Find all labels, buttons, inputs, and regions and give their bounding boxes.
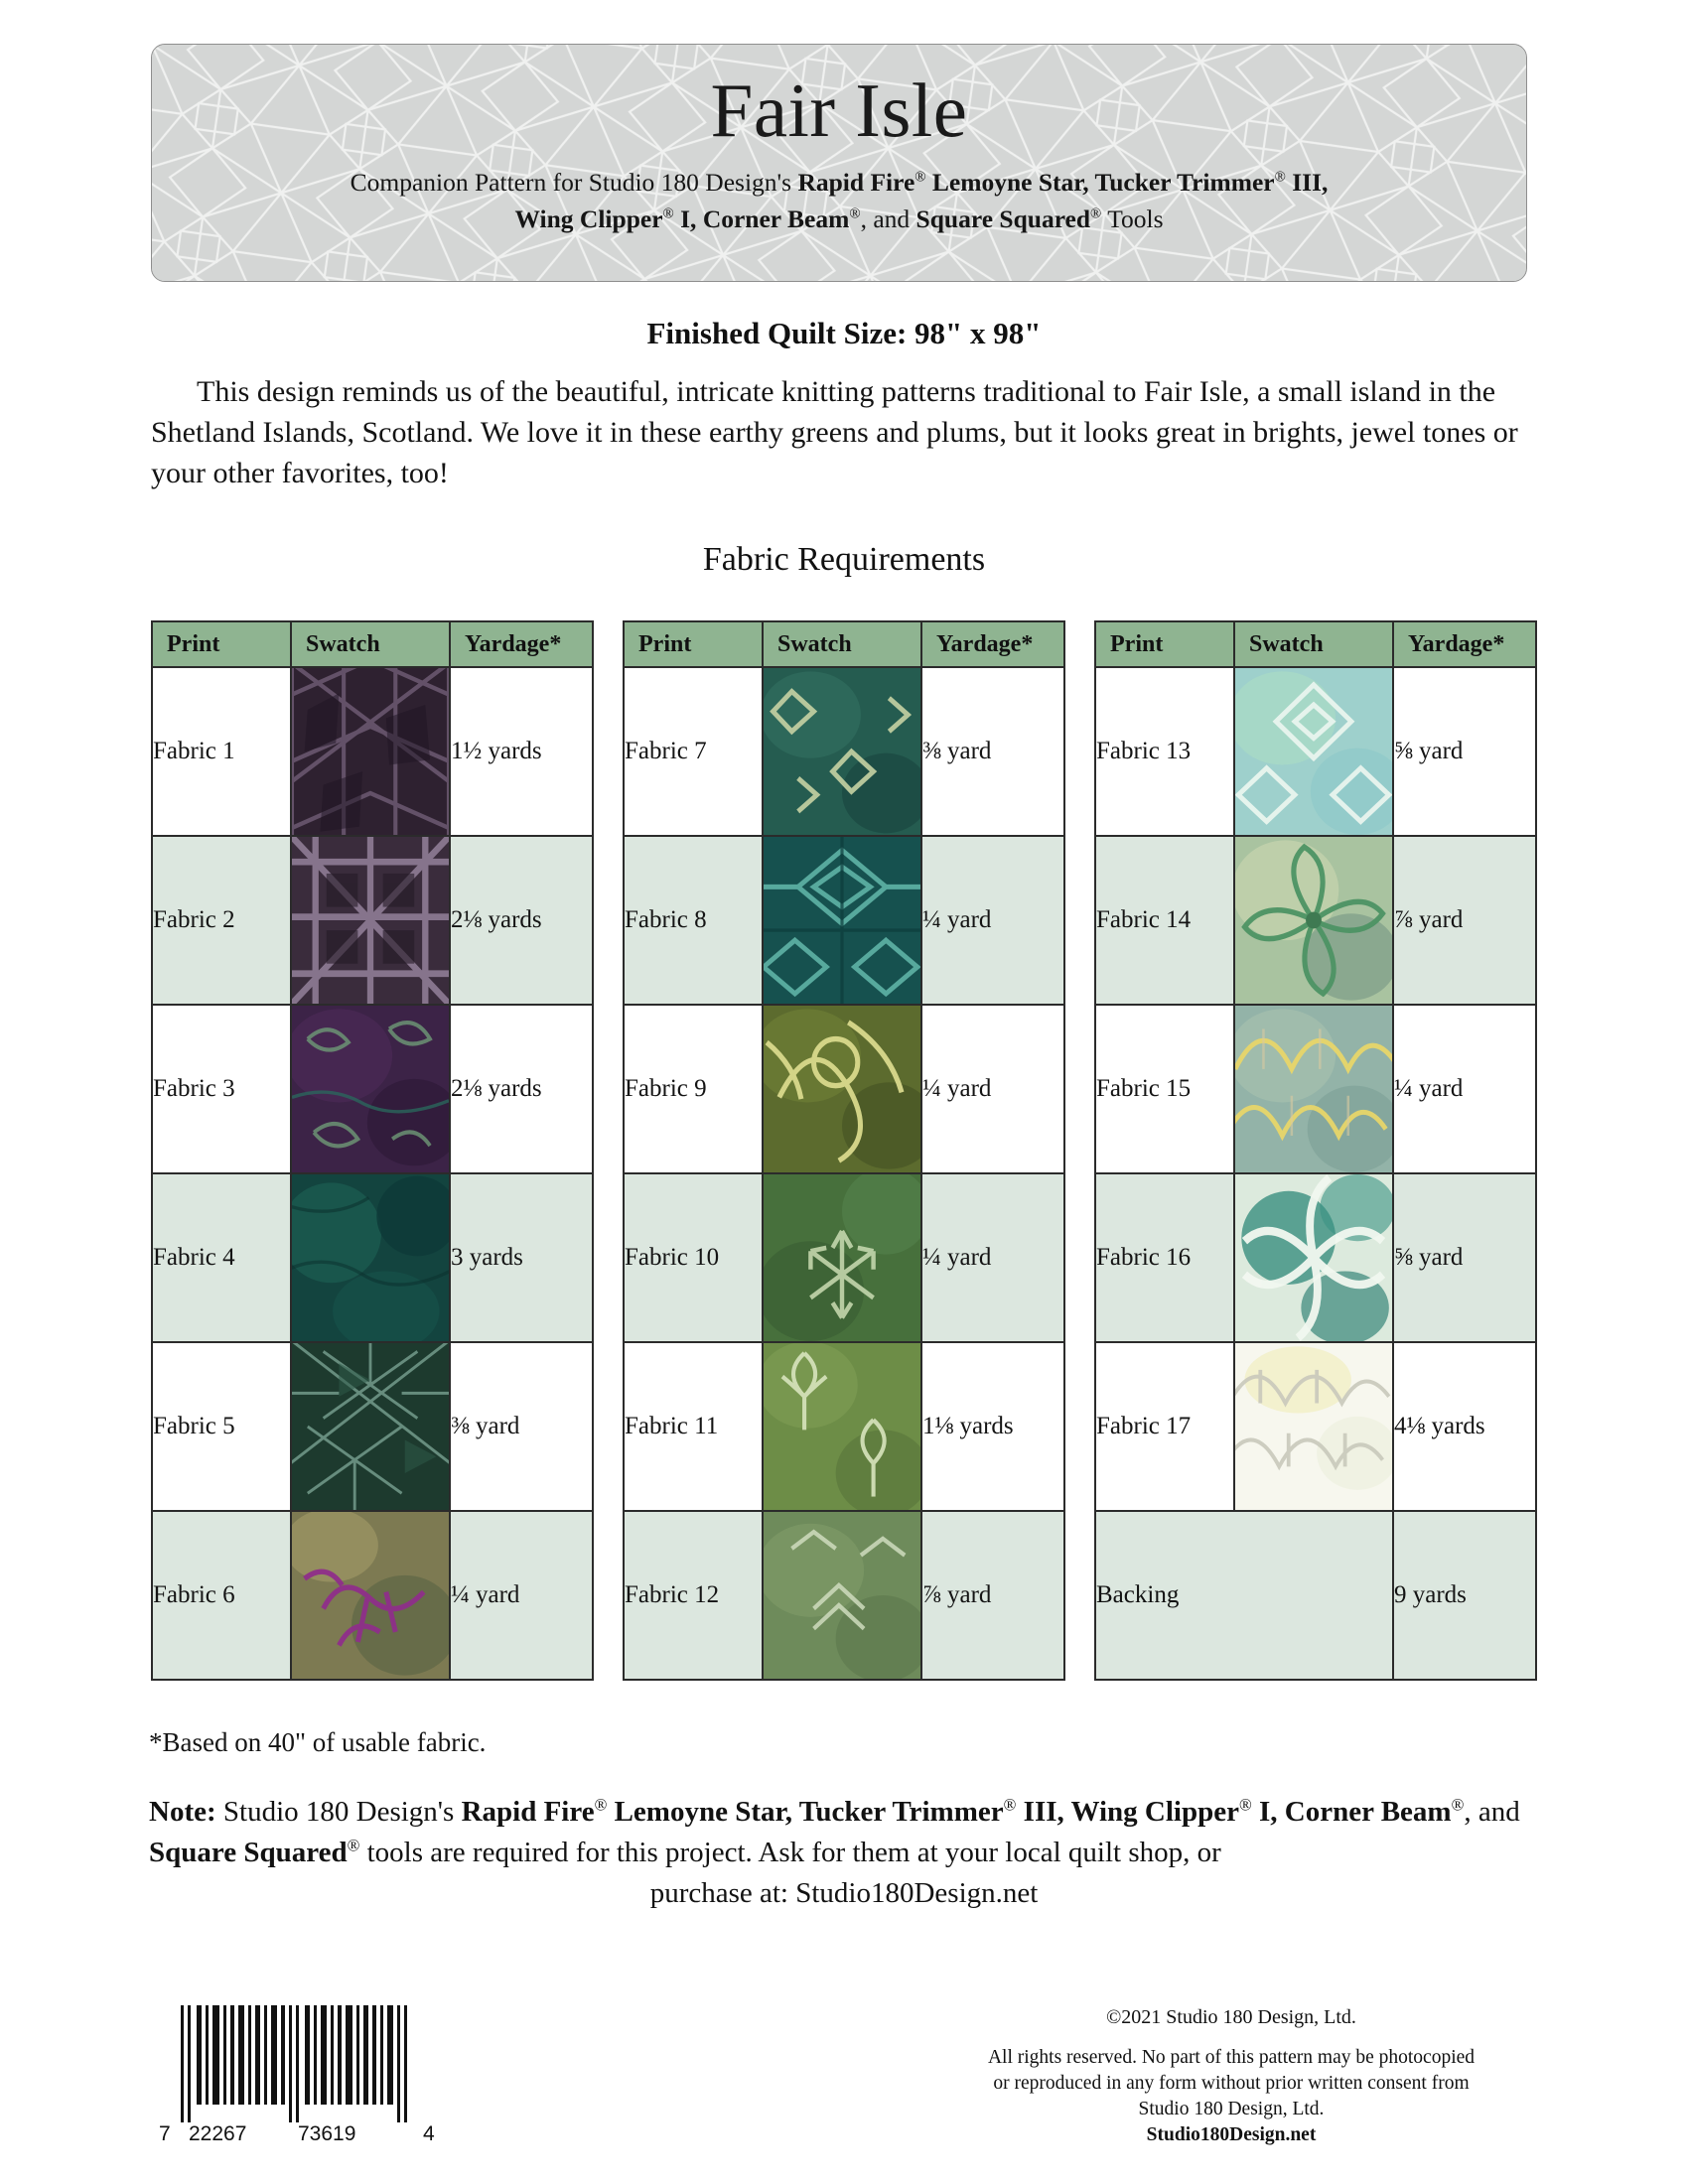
table-row [624,1005,1064,1173]
fabric-swatch-image [1235,837,1392,1004]
swatch-cell [291,667,450,836]
fabric-swatch-image [764,1512,920,1679]
table-row [152,1173,593,1342]
tool-tucker-trimmer-suffix: III, [1285,168,1329,197]
swatch-cell [763,1005,921,1173]
barcode-digit-group1: 22267 [189,2122,247,2145]
fabric-swatch-image [1235,668,1392,835]
yardage-value: ¼ yard [921,1005,1064,1173]
tool-rapid-fire-suffix: Lemoyne Star, [925,168,1095,197]
print-label: Fabric 17 [1095,1342,1234,1511]
column-header-yardage: Yardage* [921,621,1064,667]
yardage-value: 9 yards [1393,1511,1536,1680]
note-tool-square-squared: Square Squared [149,1837,348,1869]
yardage-value: 3 yards [450,1173,593,1342]
fabric-swatch-image [1235,1006,1392,1172]
tools-note [149,1792,1539,1915]
rights-line-2: or reproduced in any form without prior written consent from [993,2072,1470,2094]
table-row [152,1511,593,1680]
table-row [152,1342,593,1511]
registered-icon: ® [594,1795,608,1815]
table-row [1095,1005,1536,1173]
yardage-value: 1⅛ yards [921,1342,1064,1511]
copyright-line: ©2021 Studio 180 Design, Ltd. [1106,2006,1356,2028]
swatch-cell [1234,667,1393,836]
fabric-swatch-image [292,1006,449,1172]
yardage-value: 2⅛ yards [450,836,593,1005]
finished-quilt-size: Finished Quilt Size: 98" x 98" [646,316,1042,350]
table-row [152,836,593,1005]
swatch-cell [291,1005,450,1173]
print-label: Fabric 11 [624,1342,763,1511]
registered-icon: ® [1274,169,1286,186]
fabric-requirements-title: Fabric Requirements [702,541,986,578]
note-after1: Lemoyne Star, [607,1796,799,1828]
note-tool-tucker-trimmer: Tucker Trimmer [798,1796,1004,1828]
yardage-value: ¼ yard [921,836,1064,1005]
yardage-value: ¼ yard [1393,1005,1536,1173]
print-label: Fabric 6 [152,1511,291,1680]
swatch-cell [763,1511,921,1680]
rights-line-1: All rights reserved. No part of this pattern may be photocopied [987,2047,1476,2068]
fabric-swatch-image [764,1343,920,1510]
note-after2: III, [1016,1796,1071,1828]
tool-corner-beam: Corner Beam [702,204,850,233]
print-label: Fabric 16 [1095,1173,1234,1342]
print-label: Fabric 2 [152,836,291,1005]
swatch-cell [1234,1173,1393,1342]
fabric-swatch-image [764,837,920,1004]
table-row [624,1342,1064,1511]
yardage-value: ⅞ yard [921,1511,1064,1680]
banner-subtitle [152,165,1526,238]
print-label: Fabric 10 [624,1173,763,1342]
barcode-digit-group2: 73619 [298,2122,356,2145]
tool-wing-clipper-suffix: I, [673,204,703,233]
registered-icon: ® [1090,205,1102,222]
website-line: Studio180Design.net [1146,2123,1317,2145]
fabric-table-2 [623,620,1065,1681]
yardage-value: ⅞ yard [1393,836,1536,1005]
column-header-swatch: Swatch [763,621,921,667]
print-label: Fabric 8 [624,836,763,1005]
yardage-value: 2⅛ yards [450,1005,593,1173]
registered-icon: ® [662,205,674,222]
fabric-swatch-image [292,1343,449,1510]
table-row [1095,1342,1536,1511]
page-title: Fair Isle [710,68,968,153]
tool-square-squared: Square Squared [915,204,1091,233]
column-header-print: Print [152,621,291,667]
print-label: Fabric 1 [152,667,291,836]
registered-icon: ® [347,1836,360,1855]
print-label: Fabric 12 [624,1511,763,1680]
table-row [624,667,1064,836]
swatch-cell [763,1342,921,1511]
fabric-swatch-image [292,1512,449,1679]
column-header-yardage: Yardage* [1393,621,1536,667]
swatch-cell [291,1511,450,1680]
note-after3: I, [1251,1796,1285,1828]
swatch-cell [763,667,921,836]
print-label: Fabric 15 [1095,1005,1234,1173]
fabric-requirements-tables [151,620,1537,1681]
table-row [1095,1173,1536,1342]
table-header-row [624,621,1064,667]
column-header-print: Print [624,621,763,667]
note-tool-rapid-fire: Rapid Fire [461,1796,595,1828]
print-label: Fabric 14 [1095,836,1234,1005]
barcode [159,2005,457,2148]
registered-icon: ® [849,205,861,222]
table-row-backing [1095,1511,1536,1680]
fabric-swatch-image [1235,1174,1392,1341]
swatch-cell [1234,1005,1393,1173]
yardage-value: ⅝ yard [1393,1173,1536,1342]
note-tool-corner-beam: Corner Beam [1284,1796,1452,1828]
subtitle-prefix: Companion Pattern for Studio 180 Design's [350,168,798,197]
registered-icon: ® [914,169,926,186]
table-row [624,836,1064,1005]
barcode-digit-left: 7 [159,2122,171,2145]
registered-icon: ® [1451,1795,1465,1815]
yardage-footnote: *Based on 40" of usable fabric. [149,1727,487,1757]
fabric-table-3 [1094,620,1537,1681]
print-label-backing: Backing [1095,1511,1393,1680]
fabric-swatch-image [764,668,920,835]
yardage-value: ¼ yard [450,1511,593,1680]
note-label: Note: [149,1796,216,1828]
print-label: Fabric 13 [1095,667,1234,836]
yardage-value: 4⅛ yards [1393,1342,1536,1511]
rights-line-3: Studio 180 Design, Ltd. [1138,2098,1325,2119]
swatch-cell [291,1342,450,1511]
tool-tucker-trimmer: Tucker Trimmer [1094,168,1275,197]
fabric-swatch-image [1235,1343,1392,1510]
swatch-cell [291,836,450,1005]
fabric-swatch-image [292,1174,449,1341]
note-text-pre: Studio 180 Design's [215,1796,462,1828]
fabric-swatch-image [292,837,449,1004]
barcode-digits [159,2122,457,2148]
swatch-cell [291,1173,450,1342]
tool-square-squared-suffix: Tools [1101,204,1164,233]
tool-rapid-fire: Rapid Fire [797,168,915,197]
swatch-cell [1234,836,1393,1005]
intro-paragraph: This design reminds us of the beautiful, intricate knitting patterns traditional to Fair Isle, a small island in the Shetland Islands, Scotland. We love it in these earthy greens and plums, but it looks great in brights, jewel tones or your other favorites, too! [151,375,1518,489]
fabric-table-1 [151,620,594,1681]
column-header-yardage: Yardage* [450,621,593,667]
table-header-row [1095,621,1536,667]
table-row [624,1173,1064,1342]
yardage-value: ⅜ yard [921,667,1064,836]
yardage-value: ⅝ yard [1393,667,1536,836]
barcode-digit-right: 4 [423,2122,435,2145]
registered-icon: ® [1003,1795,1017,1815]
header-banner [151,44,1527,282]
print-label: Fabric 3 [152,1005,291,1173]
note-after5: tools are required for this project. Ask for them at your local quilt shop, or [359,1837,1221,1869]
swatch-cell [763,836,921,1005]
print-label: Fabric 5 [152,1342,291,1511]
yardage-value: ⅜ yard [450,1342,593,1511]
print-label: Fabric 9 [624,1005,763,1173]
tool-corner-beam-suffix: , and [860,204,916,233]
table-header-row [152,621,593,667]
column-header-swatch: Swatch [1234,621,1393,667]
column-header-swatch: Swatch [291,621,450,667]
barcode-bars-icon [159,2005,443,2122]
print-label: Fabric 4 [152,1173,291,1342]
yardage-value: ¼ yard [921,1173,1064,1342]
registered-icon: ® [1238,1795,1252,1815]
swatch-cell [1234,1342,1393,1511]
table-row [152,1005,593,1173]
note-after4: , and [1464,1796,1520,1828]
table-row [624,1511,1064,1680]
fabric-swatch-image [764,1174,920,1341]
table-row [152,667,593,836]
swatch-cell [763,1173,921,1342]
column-header-print: Print [1095,621,1234,667]
print-label: Fabric 7 [624,667,763,836]
rights-block [953,2045,1509,2148]
fabric-swatch-image [764,1006,920,1172]
fabric-swatch-image [292,668,449,835]
note-purchase-line: purchase at: Studio180Design.net [649,1877,1039,1910]
table-row [1095,836,1536,1005]
yardage-value: 1½ yards [450,667,593,836]
tool-wing-clipper: Wing Clipper [514,204,663,233]
table-row [1095,667,1536,836]
note-tool-wing-clipper: Wing Clipper [1070,1796,1239,1828]
